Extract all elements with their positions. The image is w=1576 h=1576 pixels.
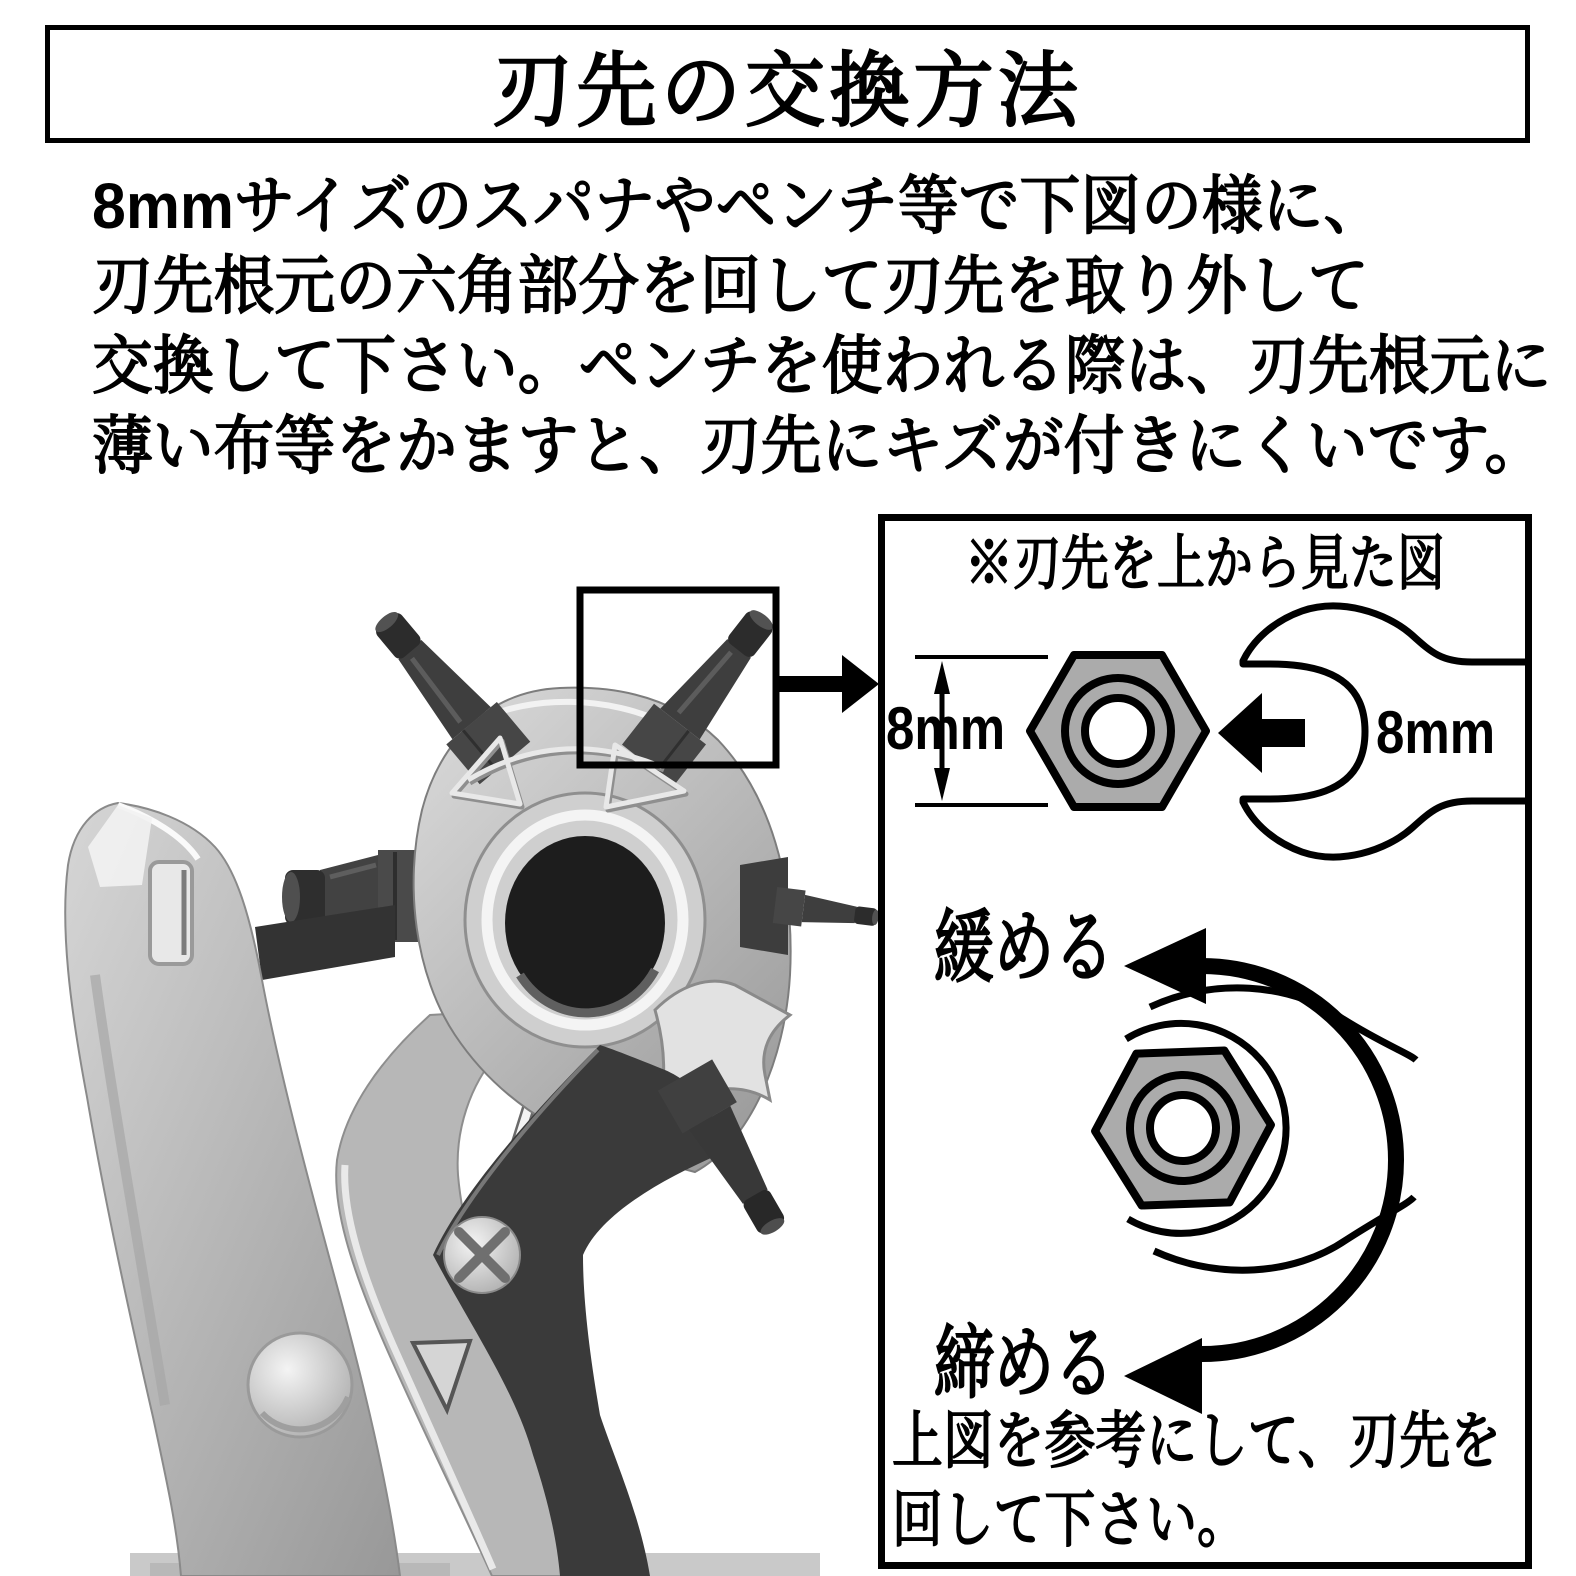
intro-line: 薄い布等をかますと、刃先にキズが付きにくいです。: [92, 410, 1546, 482]
intro-line: 交換して下さい。ペンチを使われる際は、刃先根元に: [92, 330, 1552, 402]
phillips-screw: [444, 1217, 520, 1293]
tool-photo: [0, 555, 885, 1576]
hex-nut: [1030, 655, 1206, 807]
punch-tip-left-rear: [255, 905, 395, 980]
intro-text: [92, 166, 1572, 486]
intro-line: 刃先根元の六角部分を回して刃先を取り外して: [92, 250, 1369, 322]
punch-tip-right: [740, 857, 881, 955]
wrench-size-label: 8mm: [1376, 699, 1496, 766]
pivot-rivet: [248, 1333, 352, 1437]
panel-footer: 上図を参考にして、刃先を 回して下さい。: [892, 1407, 1502, 1555]
callout-arrow-icon: [776, 655, 879, 713]
intro-line: 8mmサイズのスパナやペンチ等で下図の様に、: [92, 170, 1385, 242]
dimension-arrow-down-icon: [934, 768, 950, 801]
handle-clip: [150, 862, 192, 964]
instruction-panel: [878, 514, 1532, 1569]
dimension-arrow-up-icon: [934, 661, 950, 694]
loosen-label: 緩める: [934, 903, 1114, 992]
panel-header: ※刃先を上から見た図: [965, 530, 1445, 597]
page-title: 刃先の交換方法: [492, 45, 1083, 137]
hex-nut-rotation: [1092, 1049, 1273, 1207]
nut-size-label: 8mm: [886, 695, 1006, 762]
push-arrow-icon: [1218, 693, 1305, 773]
tighten-label: 締める: [934, 1319, 1114, 1408]
title-box: [45, 25, 1530, 143]
